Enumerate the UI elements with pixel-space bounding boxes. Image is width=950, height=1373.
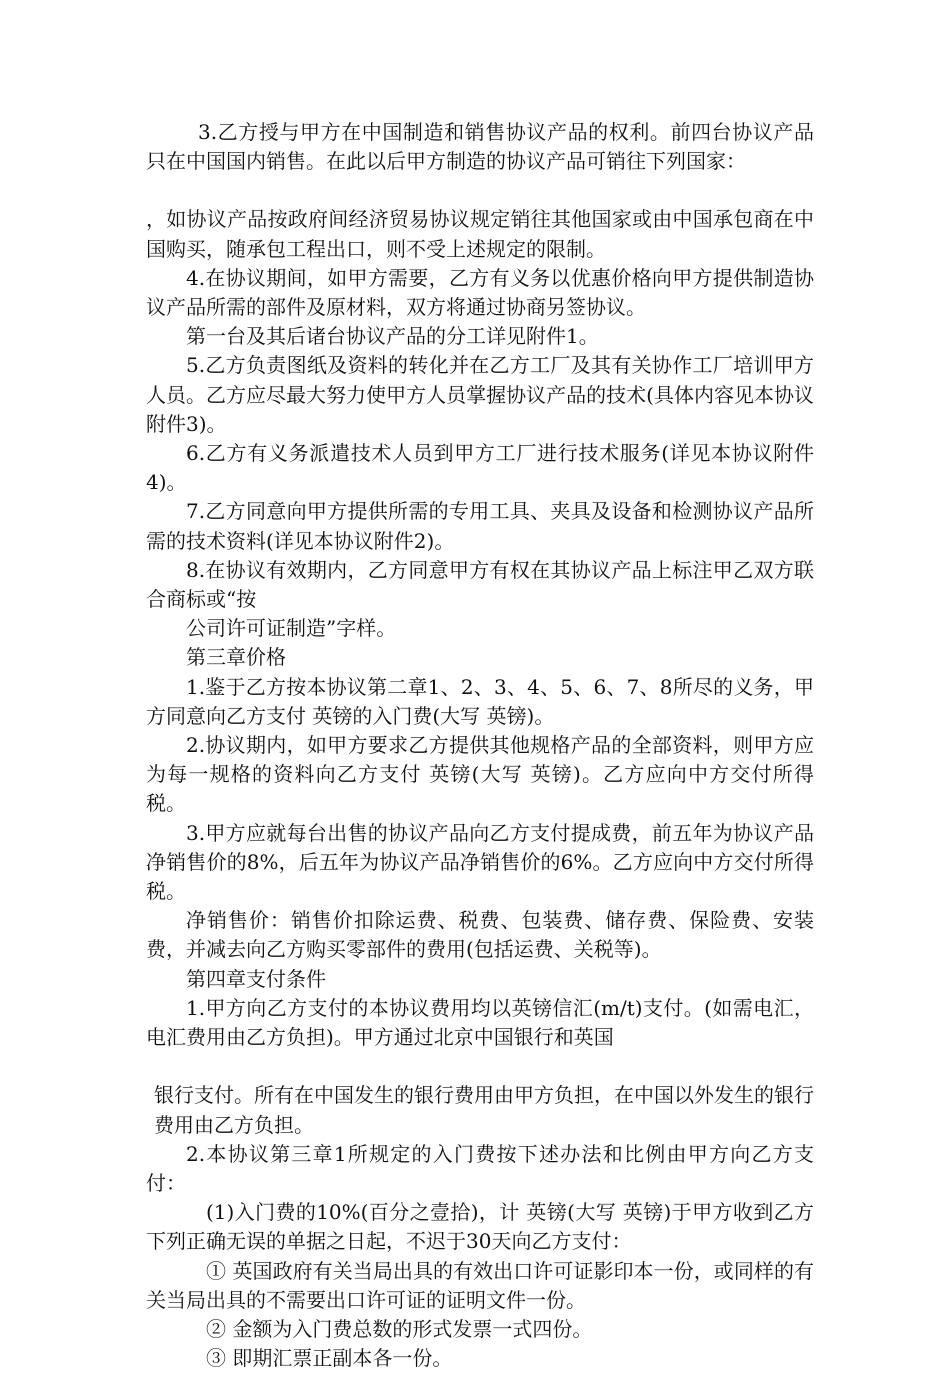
chapter-heading: 第四章支付条件 [186,966,326,991]
paragraph: 第一台及其后诸台协议产品的分工详见附件1。 [186,324,599,349]
paragraph: 公司许可证制造”字样。 [186,616,397,641]
paragraph: 3.甲方应就每台出售的协议产品向乙方支付提成费，前五年为协议产品净销售价的8%，后五年为协议产品净销售价的6%。乙方应向中方交付所得税。 [146,820,814,904]
paragraph: (1)入门费的10%(百分之壹拾)，计 英镑(大写 英镑)于甲方收到乙方下列正确无误的单据之日起，不迟于30天向乙方支付： [146,1200,814,1254]
paragraph: 2.协议期内，如甲方要求乙方提供其他规格产品的全部资料，则甲方应为每一规格的资料向乙方支付 英镑(大写 英镑)。乙方应向中方交付所得税。 [146,733,814,816]
paragraph: 6.乙方有义务派遣技术人员到甲方工厂进行技术服务(详见本协议附件4)。 [146,441,814,495]
paragraph: 3.乙方授与甲方在中国制造和销售协议产品的权利。前四台协议产品只在中国国内销售。在此以后甲方制造的协议产品可销往下列国家： [146,120,814,174]
paragraph: ，如协议产品按政府间经济贸易协议规定销往其他国家或由中国承包商在中国购买，随承包工程出口，则不受上述规定的限制。 [146,207,814,261]
paragraph: 银行支付。所有在中国发生的银行费用由甲方负担，在中国以外发生的银行费用由乙方负担。 [154,1083,814,1137]
chapter-heading: 第三章价格 [186,645,286,670]
blank-line [146,176,814,205]
paragraph: 5.乙方负责图纸及资料的转化并在乙方工厂及其有关协作工厂培训甲方人员。乙方应尽最大努力使甲方人员掌握协议产品的技术(具体内容见本协议附件3)。 [146,353,814,436]
paragraph: 1.甲方向乙方支付的本协议费用均以英镑信汇(m/t)支付。(如需电汇，电汇费用由乙方负担)。甲方通过北京中国银行和英国 [146,995,814,1050]
paragraph: 7.乙方同意向甲方提供所需的专用工具、夹具及设备和检测协议产品所需的技术资料(详见本协议附件2)。 [146,499,814,553]
paragraph: 4.在协议期间，如甲方需要，乙方有义务以优惠价格向甲方提供制造协议产品所需的部件及原材料，双方将通过协商另签协议。 [146,265,814,320]
blank-line [146,1052,814,1081]
paragraph: 1.鉴于乙方按本协议第二章1、2、3、4、5、6、7、8所尽的义务，甲方同意向乙方支付 英镑的入门费(大写 英镑)。 [146,674,814,728]
paragraph: 2.本协议第三章1所规定的入门费按下述办法和比例由甲方向乙方支付： [146,1141,814,1195]
paragraph: 净销售价：销售价扣除运费、税费、包装费、储存费、保险费、安装费，并减去向乙方购买零部件的费用(包括运费、关税等)。 [146,908,814,962]
list-item: ① 英国政府有关当局出具的有效出口许可证影印本一份，或同样的有关当局出具的不需要出口许可证的证明文件一份。 [146,1258,814,1312]
list-item: ② 金额为入门费总数的形式发票一式四份。 [206,1316,593,1341]
paragraph: 8.在协议有效期内，乙方同意甲方有权在其协议产品上标注甲乙双方联合商标或“按 [146,557,814,612]
list-item: ③ 即期汇票正副本各一份。 [206,1346,453,1371]
document-body [146,118,814,1373]
